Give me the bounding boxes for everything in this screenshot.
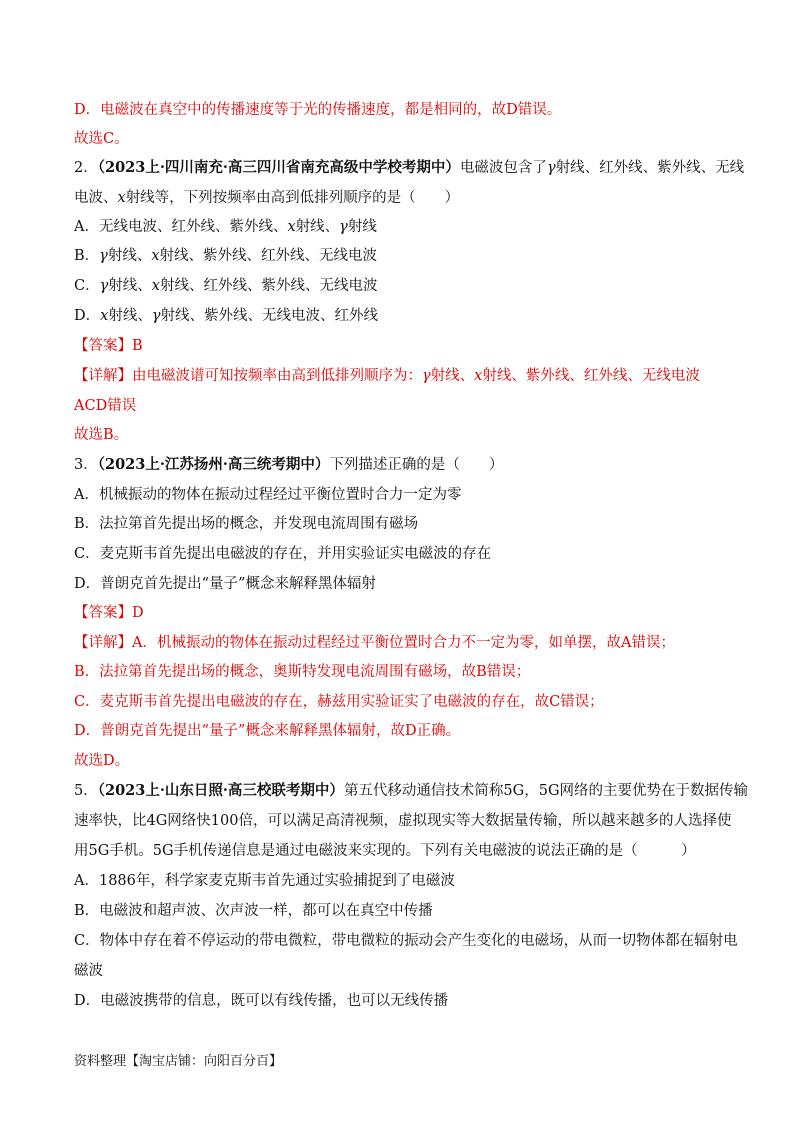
prev-conclusion: 故选C。 — [74, 131, 129, 147]
q3-option-c: C．麦克斯韦首先提出电磁波的存在，并用实验证实电磁波的存在 — [74, 546, 492, 562]
q5-option-a: A．1886年，科学家麦克斯韦首先通过实验捕捉到了电磁波 — [74, 873, 455, 889]
q2-source: （2023上·四川南充·高三四川省南充高级中学校考期中） — [97, 159, 460, 176]
q2-number: 2． — [74, 160, 98, 176]
q2-stem-line-1: 2．（2023上·四川南充·高三四川省南充高级中学校考期中）电磁波包含了γ射线、红外线、紫外线、无线 — [74, 159, 745, 176]
q3-detail-b: B．法拉第首先提出场的概念，奥斯特发现电流周围有磁场，故B错误； — [74, 664, 531, 680]
q5-option-d: D．电磁波携带的信息，既可以有线传播，也可以无线传播 — [74, 993, 449, 1009]
q5-source: （2023上·山东日照·高三校联考期中） — [97, 782, 344, 799]
q3-source: （2023上·江苏扬州·高三统考期中） — [97, 456, 330, 473]
q3-answer: 【答案】D — [74, 605, 144, 621]
x-symbol: x — [117, 190, 126, 206]
prev-option-d-explanation: D．电磁波在真空中的传播速度等于光的传播速度，都是相同的，故D错误。 — [74, 102, 562, 118]
q2-stem-line-2: 电波、x射线等，下列按频率由高到低排列顺序的是（ ） — [74, 190, 460, 206]
q3-option-b: B．法拉第首先提出场的概念，并发现电流周围有磁场 — [74, 516, 419, 532]
q3-number: 3． — [74, 457, 98, 473]
q3-option-a: A．机械振动的物体在振动过程经过平衡位置时合力一定为零 — [74, 487, 462, 503]
q5-stem-line-3: 用5G手机。5G手机传递信息是通过电磁波来实现的。下列有关电磁波的说法正确的是（ ） — [74, 843, 696, 859]
q2-option-b: B．γ射线、x射线、紫外线、红外线、无线电波 — [74, 248, 378, 264]
q5-option-b: B．电磁波和超声波、次声波一样，都可以在真空中传播 — [74, 903, 433, 919]
q3-conclusion: 故选D。 — [74, 753, 130, 769]
q5-stem-line-2: 速率快，比4G网络快100倍，可以满足高清视频，虚拟现实等大数据量传输，所以越来越多的人选择使 — [74, 813, 732, 829]
q2-option-d: D．x射线、γ射线、紫外线、无线电波、红外线 — [74, 308, 378, 324]
q5-stem-line-1: 5．（2023上·山东日照·高三校联考期中）第五代移动通信技术简称5G，5G网络的主要优势在于数据传输 — [74, 782, 749, 799]
q3-option-d: D．普朗克首先提出“量子”概念来解释黑体辐射 — [74, 576, 376, 592]
q3-detail-a: 【详解】A．机械振动的物体在振动过程经过平衡位置时合力不一定为零，如单摆，故A错误； — [74, 635, 675, 651]
page-footer: 资料整理【淘宝店铺：向阳百分百】 — [74, 1054, 283, 1069]
q3-stem: 3．（2023上·江苏扬州·高三统考期中）下列描述正确的是（ ） — [74, 456, 504, 473]
q2-detail: 【详解】由电磁波谱可知按频率由高到低排列顺序为：γ射线、x射线、紫外线、红外线、无线电波 — [74, 368, 700, 384]
q5-number: 5． — [74, 783, 98, 799]
q2-detail-line-2: ACD错误 — [74, 398, 137, 414]
q2-answer: 【答案】B — [74, 338, 143, 354]
gamma-symbol: γ — [546, 160, 556, 176]
q2-conclusion: 故选B。 — [74, 427, 129, 443]
q3-detail-c: C．麦克斯韦首先提出电磁波的存在，赫兹用实验证实了电磁波的存在，故C错误； — [74, 694, 604, 710]
q5-option-c-line-2: 磁波 — [74, 963, 103, 979]
q2-option-c: C．γ射线、x射线、红外线、紫外线、无线电波 — [74, 278, 378, 294]
q3-detail-d: D．普朗克首先提出“量子”概念来解释黑体辐射，故D正确。 — [74, 723, 461, 739]
q5-option-c-line-1: C．物体中存在着不停运动的带电微粒，带电微粒的振动会产生变化的电磁场，从而一切物体都在辐射电 — [74, 933, 738, 949]
q2-option-a: A．无线电波、红外线、紫外线、x射线、γ射线 — [74, 219, 377, 235]
